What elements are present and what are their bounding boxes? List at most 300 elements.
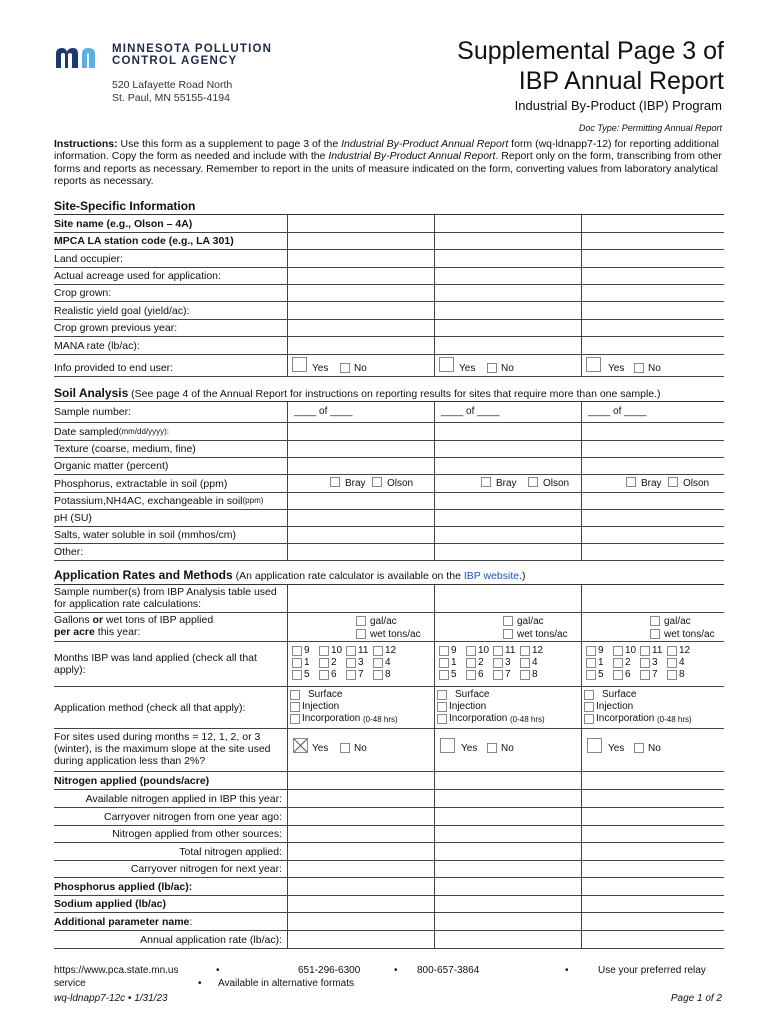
month-label: 1 <box>304 657 310 668</box>
table-row <box>54 458 724 475</box>
info-provided-cell <box>581 355 724 376</box>
month-12-checkbox[interactable] <box>373 646 383 656</box>
row-label: Site name (e.g., Olson – 4A) <box>54 217 193 230</box>
month-3-checkbox[interactable] <box>493 658 503 668</box>
olson-checkbox[interactable] <box>528 477 538 487</box>
month-label: 2 <box>625 657 631 668</box>
incorporation-label: Incorporation <box>302 713 361 724</box>
olson-label: Olson <box>543 478 570 489</box>
site-cell[interactable] <box>434 320 581 336</box>
app-cell[interactable] <box>287 826 434 842</box>
table-row <box>54 878 724 896</box>
sample-cell[interactable] <box>434 402 581 422</box>
soil-cell[interactable] <box>287 458 434 474</box>
no-checkbox[interactable] <box>634 743 644 753</box>
site-cell[interactable] <box>287 250 434 267</box>
app-cell[interactable] <box>434 808 581 825</box>
soil-cell[interactable] <box>287 441 434 457</box>
month-8-checkbox[interactable] <box>667 670 677 680</box>
soil-cell[interactable] <box>287 423 434 440</box>
app-cell[interactable] <box>434 931 581 948</box>
surface-label: Surface <box>602 689 637 700</box>
month-11-checkbox[interactable] <box>493 646 503 656</box>
month-label: 2 <box>331 657 337 668</box>
site-cell[interactable] <box>287 285 434 301</box>
app-cell[interactable] <box>287 585 434 612</box>
sample-cell[interactable] <box>287 402 434 422</box>
table-row <box>54 913 724 931</box>
soil-cell[interactable] <box>434 544 581 560</box>
yes-label: Yes <box>608 363 625 374</box>
month-label: 9 <box>304 645 310 656</box>
footer-bullet: • <box>216 965 220 976</box>
table-row <box>54 320 724 337</box>
row-label: Texture (coarse, medium, fine) <box>54 443 196 455</box>
month-2-checkbox[interactable] <box>319 658 329 668</box>
table-row <box>54 250 724 268</box>
site-cell[interactable] <box>287 320 434 336</box>
table-row <box>54 423 724 441</box>
site-cell[interactable] <box>581 320 724 336</box>
soil-cell[interactable] <box>287 510 434 526</box>
month-label: 10 <box>625 645 637 656</box>
table-row <box>54 931 724 949</box>
soil-cell[interactable] <box>434 441 581 457</box>
table-row <box>54 215 724 233</box>
month-label: 1 <box>598 657 604 668</box>
table-row <box>54 772 724 790</box>
instructions-text: . Report only on the form, transcribing from other forms and reports as necessary. Remember to report in the units of measure indicated on the form, converting values from laboratory analytical reports as necessary. <box>54 150 722 187</box>
app-cell[interactable] <box>581 878 724 895</box>
galac-checkbox[interactable] <box>503 616 513 626</box>
row-label: MANA rate (lb/ac): <box>54 339 140 352</box>
no-checkbox[interactable] <box>340 743 350 753</box>
yes-label: Yes <box>608 743 625 754</box>
row-label: Nitrogen applied from other sources: <box>112 828 282 840</box>
sample-of-text: ____ of ____ <box>294 406 353 417</box>
wettons-label: wet tons/ac <box>664 629 715 640</box>
phosphorus-cell <box>581 475 724 492</box>
date-hint: (mm/dd/yyyy): <box>118 426 170 436</box>
sample-of-text: ____ of ____ <box>441 406 500 417</box>
site-cell[interactable] <box>581 302 724 319</box>
row-label <box>54 493 286 509</box>
page-title <box>457 36 724 96</box>
incorporation-checkbox[interactable] <box>584 714 594 724</box>
injection-checkbox[interactable] <box>437 702 447 712</box>
soil-cell[interactable] <box>581 493 724 509</box>
injection-label: Injection <box>449 701 487 712</box>
row-label: Sample number: <box>54 406 132 418</box>
row-label: Land occupier: <box>54 252 123 265</box>
galac-checkbox[interactable] <box>356 616 366 626</box>
table-row <box>54 642 724 687</box>
gallons-text: wet tons of IBP applied <box>103 614 214 626</box>
app-cell[interactable] <box>434 790 581 807</box>
app-subheading: (An application rate calculator is available on the <box>232 570 464 582</box>
month-4-checkbox[interactable] <box>520 658 530 668</box>
checkmark-x-icon <box>293 738 308 753</box>
month-label: 7 <box>505 669 511 680</box>
soil-cell[interactable] <box>581 423 724 440</box>
bray-label: Bray <box>345 478 366 489</box>
app-cell[interactable] <box>287 843 434 860</box>
yes-checkbox[interactable] <box>586 357 601 372</box>
month-1-checkbox[interactable] <box>586 658 596 668</box>
row-label: Carryover nitrogen from one year ago: <box>103 810 282 823</box>
app-cell[interactable] <box>434 861 581 877</box>
footer-bullet: • <box>198 978 202 989</box>
no-checkbox[interactable] <box>340 363 350 373</box>
month-11-checkbox[interactable] <box>346 646 356 656</box>
incorporation-hint: (0-48 hrs) <box>510 715 545 724</box>
footer-url[interactable]: https://www.pca.state.mn.us <box>54 965 179 976</box>
app-cell[interactable] <box>434 843 581 860</box>
yes-checkbox[interactable] <box>587 738 602 753</box>
site-cell[interactable] <box>581 285 724 301</box>
yes-checkbox[interactable] <box>440 738 455 753</box>
soil-cell[interactable] <box>434 493 581 509</box>
app-cell[interactable] <box>581 808 724 825</box>
olson-label: Olson <box>683 478 710 489</box>
yes-checkbox-checked[interactable] <box>293 738 308 753</box>
table-row <box>54 302 724 320</box>
no-checkbox[interactable] <box>487 743 497 753</box>
surface-label: Surface <box>455 689 490 700</box>
site-cell[interactable] <box>287 337 434 354</box>
month-6-checkbox[interactable] <box>466 670 476 680</box>
month-2-checkbox[interactable] <box>613 658 623 668</box>
site-table <box>54 215 724 377</box>
surface-checkbox[interactable] <box>290 690 300 700</box>
bray-checkbox[interactable] <box>626 477 636 487</box>
no-checkbox[interactable] <box>634 363 644 373</box>
gallons-text: this year: <box>94 626 141 638</box>
slope-cell <box>287 729 434 771</box>
app-cell[interactable] <box>287 896 434 912</box>
app-cell[interactable] <box>581 790 724 807</box>
yes-label: Yes <box>459 363 476 374</box>
soil-cell[interactable] <box>434 527 581 543</box>
app-cell[interactable] <box>434 896 581 912</box>
app-cell[interactable] <box>581 931 724 948</box>
site-section-heading <box>54 199 724 215</box>
row-label <box>54 613 286 641</box>
month-10-checkbox[interactable] <box>319 646 329 656</box>
bray-label: Bray <box>496 478 517 489</box>
app-cell[interactable] <box>287 790 434 807</box>
soil-cell[interactable] <box>287 544 434 560</box>
month-1-checkbox[interactable] <box>439 658 449 668</box>
footer-bullet: • <box>394 965 398 976</box>
month-7-checkbox[interactable] <box>493 670 503 680</box>
month-5-checkbox[interactable] <box>586 670 596 680</box>
month-label: 5 <box>451 669 457 680</box>
footer-doc-id: wq-ldnapp7-12c • 1/31/23 <box>54 993 168 1004</box>
agency-address <box>112 79 232 105</box>
site-cell[interactable] <box>434 302 581 319</box>
app-cell[interactable] <box>287 931 434 948</box>
month-6-checkbox[interactable] <box>319 670 329 680</box>
months-cell <box>581 642 724 686</box>
table-row <box>54 402 724 423</box>
sample-cell[interactable] <box>581 402 724 422</box>
table-row <box>54 613 724 642</box>
wettons-checkbox[interactable] <box>356 629 366 639</box>
no-label: No <box>648 743 661 754</box>
month-label: 9 <box>451 645 457 656</box>
row-label: MPCA LA station code (e.g., LA 301) <box>54 235 234 247</box>
gallons-per-acre: per acre <box>54 626 95 638</box>
app-cell[interactable] <box>581 913 724 930</box>
rate-cell <box>581 613 724 641</box>
site-cell[interactable] <box>434 215 581 232</box>
month-10-checkbox[interactable] <box>466 646 476 656</box>
site-cell[interactable] <box>581 233 724 249</box>
month-5-checkbox[interactable] <box>292 670 302 680</box>
additional-colon: : <box>189 915 193 928</box>
app-cell[interactable] <box>434 913 581 930</box>
sample-of-text: ____ of ____ <box>588 406 647 417</box>
soil-cell[interactable] <box>581 441 724 457</box>
footer-service: service <box>54 978 86 989</box>
month-10-checkbox[interactable] <box>613 646 623 656</box>
footer-phone1: 651-296-6300 <box>298 965 361 976</box>
month-9-checkbox[interactable] <box>292 646 302 656</box>
row-label: Crop grown: <box>54 287 112 299</box>
table-row <box>54 355 724 377</box>
app-cell <box>287 772 434 789</box>
row-label: Phosphorus applied (lb/ac): <box>54 880 193 893</box>
row-label: Phosphorus, extractable in soil (ppm) <box>54 477 228 490</box>
month-label: 1 <box>451 657 457 668</box>
title-line1: Supplemental Page 3 of <box>457 37 724 65</box>
month-6-checkbox[interactable] <box>613 670 623 680</box>
footer-page-number: Page 1 of 2 <box>670 993 722 1004</box>
yes-checkbox[interactable] <box>292 357 307 372</box>
table-row <box>54 527 724 544</box>
site-cell[interactable] <box>581 250 724 267</box>
month-label: 4 <box>679 657 685 668</box>
month-label: 3 <box>358 657 364 668</box>
injection-checkbox[interactable] <box>584 702 594 712</box>
month-label: 5 <box>304 669 310 680</box>
olson-label: Olson <box>387 478 414 489</box>
row-label <box>54 913 286 930</box>
soil-cell[interactable] <box>287 493 434 509</box>
incorporation-hint: (0-48 hrs) <box>657 715 692 724</box>
info-provided-cell <box>434 355 581 376</box>
soil-section-heading <box>54 386 724 402</box>
site-cell[interactable] <box>581 337 724 354</box>
app-cell[interactable] <box>287 913 434 930</box>
date-label: Date sampled <box>54 425 119 438</box>
row-label: Sodium applied (lb/ac) <box>54 898 167 910</box>
table-row <box>54 233 724 250</box>
footer-phone2: 800-657-3864 <box>417 965 480 976</box>
app-heading: Application Rates and Methods <box>54 568 233 582</box>
potassium-unit: (ppm) <box>242 496 264 505</box>
app-cell[interactable] <box>581 896 724 912</box>
injection-label: Injection <box>596 701 634 712</box>
soil-cell[interactable] <box>581 458 724 474</box>
row-label: Actual acreage used for application: <box>54 270 221 282</box>
site-cell[interactable] <box>287 268 434 284</box>
month-3-checkbox[interactable] <box>640 658 650 668</box>
yes-label: Yes <box>312 363 329 374</box>
month-label: 6 <box>331 669 337 680</box>
month-label: 11 <box>358 645 369 656</box>
title-line2: IBP Annual Report <box>518 67 724 95</box>
month-11-checkbox[interactable] <box>640 646 650 656</box>
wettons-checkbox[interactable] <box>650 629 660 639</box>
no-label: No <box>648 363 661 374</box>
footer-relay: Use your preferred relay <box>598 965 706 976</box>
olson-checkbox[interactable] <box>668 477 678 487</box>
month-label: 10 <box>331 645 343 656</box>
month-label: 3 <box>652 657 658 668</box>
potassium-label: Potassium,NH4AC, exchangeable in soil <box>54 495 243 507</box>
method-cell <box>581 687 724 728</box>
app-cell[interactable] <box>434 878 581 895</box>
no-label: No <box>501 363 514 374</box>
no-checkbox[interactable] <box>487 363 497 373</box>
row-label: Carryover nitrogen for next year: <box>130 863 282 875</box>
bray-checkbox[interactable] <box>330 477 340 487</box>
month-5-checkbox[interactable] <box>439 670 449 680</box>
soil-cell[interactable] <box>434 510 581 526</box>
app-cell[interactable] <box>434 826 581 842</box>
galac-label: gal/ac <box>664 616 691 627</box>
site-heading: Site-Specific Information <box>54 199 196 213</box>
soil-subheading: (See page 4 of the Annual Report for instructions on reporting results for sites that require more than one sample.) <box>128 388 661 400</box>
site-cell[interactable] <box>434 337 581 354</box>
no-label: No <box>354 363 367 374</box>
site-cell[interactable] <box>287 215 434 232</box>
surface-checkbox[interactable] <box>584 690 594 700</box>
incorporation-checkbox[interactable] <box>290 714 300 724</box>
month-8-checkbox[interactable] <box>520 670 530 680</box>
month-4-checkbox[interactable] <box>667 658 677 668</box>
month-label: 9 <box>598 645 604 656</box>
yes-label: Yes <box>312 743 329 754</box>
no-label: No <box>501 743 514 754</box>
phosphorus-cell <box>434 475 581 492</box>
instructions-text: form (wq-ldnapp7-12) for reporting additional information. Copy the form as needed and include with the <box>54 138 719 163</box>
month-label: 8 <box>532 669 538 680</box>
app-cell[interactable] <box>581 861 724 877</box>
row-label: Salts, water soluble in soil (mmhos/cm) <box>54 529 237 541</box>
table-row <box>54 268 724 285</box>
month-12-checkbox[interactable] <box>520 646 530 656</box>
app-cell[interactable] <box>581 843 724 860</box>
soil-heading: Soil Analysis <box>54 386 129 400</box>
month-1-checkbox[interactable] <box>292 658 302 668</box>
month-7-checkbox[interactable] <box>640 670 650 680</box>
month-4-checkbox[interactable] <box>373 658 383 668</box>
table-row <box>54 808 724 826</box>
method-cell <box>287 687 434 728</box>
row-label: pH (SU) <box>54 512 92 524</box>
app-cell[interactable] <box>434 585 581 612</box>
months-cell <box>434 642 581 686</box>
site-cell[interactable] <box>434 233 581 249</box>
method-cell <box>434 687 581 728</box>
app-subheading-end: .) <box>519 570 526 582</box>
row-label: Other: <box>54 546 84 558</box>
month-label: 2 <box>478 657 484 668</box>
app-cell[interactable] <box>581 585 724 612</box>
galac-checkbox[interactable] <box>650 616 660 626</box>
wettons-checkbox[interactable] <box>503 629 513 639</box>
app-cell <box>581 772 724 789</box>
month-8-checkbox[interactable] <box>373 670 383 680</box>
injection-checkbox[interactable] <box>290 702 300 712</box>
yes-checkbox[interactable] <box>439 357 454 372</box>
month-2-checkbox[interactable] <box>466 658 476 668</box>
ibp-website-link[interactable]: IBP website <box>463 570 520 582</box>
site-cell[interactable] <box>581 268 724 284</box>
gallons-or: or <box>92 614 104 626</box>
site-cell[interactable] <box>287 233 434 249</box>
table-row <box>54 790 724 808</box>
month-9-checkbox[interactable] <box>586 646 596 656</box>
soil-cell[interactable] <box>434 423 581 440</box>
soil-cell[interactable] <box>581 510 724 526</box>
month-7-checkbox[interactable] <box>346 670 356 680</box>
olson-checkbox[interactable] <box>372 477 382 487</box>
month-label: 7 <box>652 669 658 680</box>
month-3-checkbox[interactable] <box>346 658 356 668</box>
site-cell[interactable] <box>581 215 724 232</box>
month-12-checkbox[interactable] <box>667 646 677 656</box>
rate-cell <box>434 613 581 641</box>
soil-cell[interactable] <box>581 544 724 560</box>
soil-cell[interactable] <box>434 458 581 474</box>
incorporation-checkbox[interactable] <box>437 714 447 724</box>
footer-bullet: • <box>565 965 569 976</box>
table-row <box>54 337 724 355</box>
app-cell[interactable] <box>287 861 434 877</box>
phosphorus-cell <box>287 475 434 492</box>
table-row <box>54 285 724 302</box>
incorporation-hint: (0-48 hrs) <box>363 715 398 724</box>
app-cell[interactable] <box>287 878 434 895</box>
site-cell[interactable] <box>434 285 581 301</box>
soil-cell[interactable] <box>581 527 724 543</box>
site-cell[interactable] <box>287 302 434 319</box>
site-cell[interactable] <box>434 250 581 267</box>
app-cell[interactable] <box>581 826 724 842</box>
month-label: 11 <box>505 645 516 656</box>
table-row <box>54 441 724 458</box>
month-label: 7 <box>358 669 364 680</box>
surface-checkbox[interactable] <box>437 690 447 700</box>
site-cell[interactable] <box>434 268 581 284</box>
bray-label: Bray <box>641 478 662 489</box>
surface-label: Surface <box>308 689 343 700</box>
bray-checkbox[interactable] <box>481 477 491 487</box>
row-label: Organic matter (percent) <box>54 460 169 472</box>
app-cell[interactable] <box>287 808 434 825</box>
soil-cell[interactable] <box>287 527 434 543</box>
info-provided-cell <box>287 355 434 376</box>
agency-name <box>112 43 272 67</box>
row-label: Realistic yield goal (yield/ac): <box>54 304 190 317</box>
doc-type: Doc Type: Permitting Annual Report <box>578 123 722 133</box>
month-9-checkbox[interactable] <box>439 646 449 656</box>
additional-label: Additional parameter name <box>54 915 190 928</box>
